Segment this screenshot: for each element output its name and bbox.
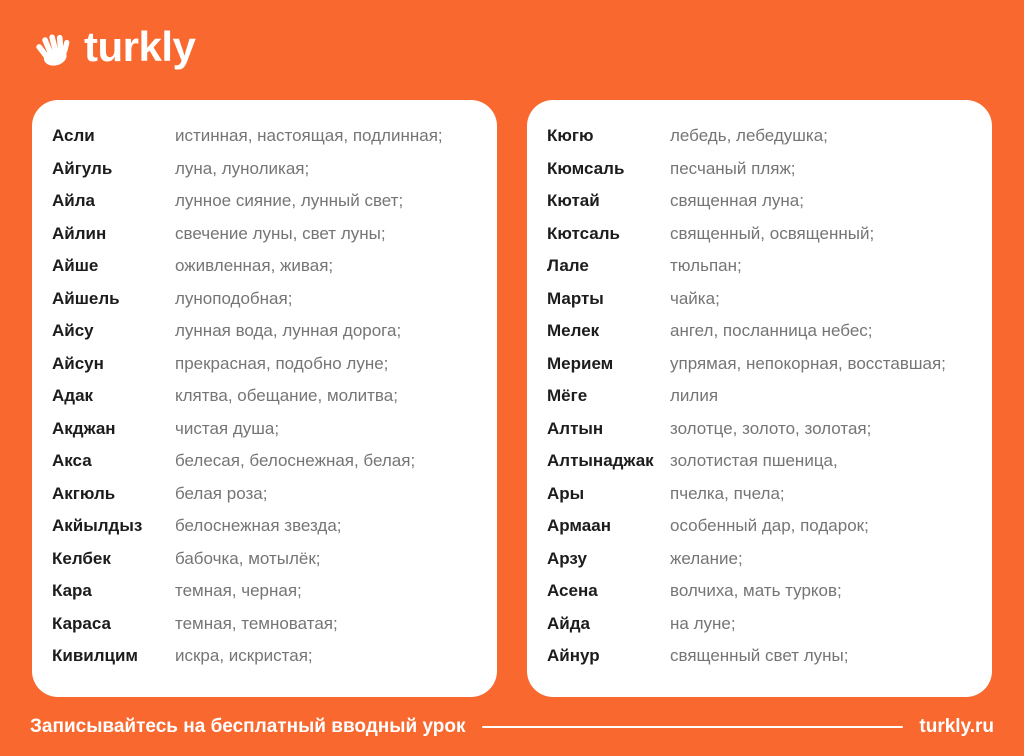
name-meaning: свечение луны, свет луны;: [175, 223, 386, 243]
name-meaning: чистая душа;: [175, 418, 280, 438]
name-row: [547, 321, 980, 354]
turkish-name: Айгуль: [52, 158, 113, 178]
turkish-name: Мелек: [547, 321, 600, 340]
name-meaning: бабочка, мотылёк;: [175, 548, 321, 568]
turkish-name: Лале: [547, 256, 589, 275]
waving-hand-icon: [32, 29, 74, 71]
name-row: [52, 126, 485, 159]
turkish-name: Марты: [547, 288, 604, 308]
names-card-right: [527, 100, 992, 697]
name-row: [547, 451, 980, 484]
footer-divider-line: [482, 726, 904, 728]
turkish-name: Арзу: [547, 548, 587, 568]
footer-cta-text: Записывайтесь на бесплатный вводный урок: [30, 715, 466, 737]
name-row: [52, 516, 485, 549]
name-meaning: золотистая пшеница,: [670, 451, 838, 470]
name-row: [547, 484, 980, 517]
name-meaning: искра, искристая;: [175, 646, 313, 665]
name-row: [547, 256, 980, 289]
turkish-name: Акса: [52, 451, 92, 470]
name-meaning: волчиха, мать турков;: [670, 581, 842, 600]
brand-name: turkly: [84, 23, 196, 70]
name-row: [52, 451, 485, 484]
name-meaning: желание;: [670, 548, 743, 568]
name-meaning: священная луна;: [670, 191, 804, 210]
turkish-name: Армаан: [547, 516, 611, 535]
turkish-name: Асена: [547, 581, 598, 600]
header: [0, 0, 1024, 100]
name-row: [52, 159, 485, 192]
name-row: [547, 191, 980, 224]
name-meaning: оживленная, живая;: [175, 256, 334, 275]
turkish-name: Алтынаджак: [547, 451, 654, 470]
turkish-name: Айшель: [52, 288, 120, 308]
name-meaning: пчелка, пчела;: [670, 483, 785, 503]
name-row: [52, 289, 485, 322]
name-meaning: упрямая, непокорная, восставшая;: [670, 353, 946, 373]
name-row: [52, 321, 485, 354]
turkish-name: Келбек: [52, 548, 111, 568]
name-row: [547, 581, 980, 614]
name-row: [547, 126, 980, 159]
name-meaning: тюльпан;: [670, 256, 742, 275]
name-row: [52, 581, 485, 614]
turkish-name: Мёге: [547, 386, 588, 405]
turkish-name: Алтын: [547, 418, 604, 438]
name-row: [52, 484, 485, 517]
name-row: [547, 614, 980, 647]
name-row: [52, 419, 485, 452]
name-meaning: прекрасная, подобно луне;: [175, 353, 389, 373]
turkish-name: Мерием: [547, 353, 614, 373]
turkish-name: Айла: [52, 191, 95, 210]
names-card-left: [32, 100, 497, 697]
turkish-name: Караса: [52, 613, 111, 633]
turkish-name: Кюгю: [547, 126, 594, 145]
turkish-name: Акгюль: [52, 483, 116, 503]
footer-site-url[interactable]: turkly.ru: [919, 715, 994, 737]
name-row: [547, 516, 980, 549]
name-meaning: ангел, посланница небес;: [670, 321, 873, 340]
turkish-name: Айсун: [52, 353, 104, 373]
name-row: [52, 191, 485, 224]
turkish-name: Айсу: [52, 321, 94, 340]
logo: [32, 23, 196, 74]
name-meaning: белесая, белоснежная, белая;: [175, 451, 416, 470]
turkish-name: Асли: [52, 126, 95, 145]
turkish-name: Кивилцим: [52, 646, 139, 665]
turkish-name: Кютай: [547, 191, 600, 210]
turkish-name: Кютсаль: [547, 223, 620, 243]
name-meaning: темная, черная;: [175, 581, 302, 600]
name-meaning: темная, темноватая;: [175, 613, 338, 633]
name-meaning: луна, луноликая;: [175, 158, 310, 178]
name-row: [52, 614, 485, 647]
name-row: [547, 354, 980, 387]
name-meaning: священный, освященный;: [670, 223, 875, 243]
name-row: [547, 386, 980, 419]
name-row: [547, 646, 980, 679]
name-meaning: лилия: [670, 386, 719, 405]
name-row: [52, 354, 485, 387]
name-row: [52, 646, 485, 679]
name-row: [52, 549, 485, 582]
name-row: [547, 289, 980, 322]
name-row: [547, 549, 980, 582]
name-meaning: клятва, обещание, молитва;: [175, 386, 398, 405]
turkish-name: Ары: [547, 483, 585, 503]
turkish-name: Кюмсаль: [547, 158, 625, 178]
name-meaning: чайка;: [670, 288, 720, 308]
name-meaning: истинная, настоящая, подлинная;: [175, 126, 443, 145]
name-meaning: золотце, золото, золотая;: [670, 418, 872, 438]
name-row: [52, 386, 485, 419]
turkish-name: Айнур: [547, 646, 600, 665]
name-lists: [0, 100, 1024, 697]
turkish-name: Акджан: [52, 418, 116, 438]
turkish-name: Айше: [52, 256, 99, 275]
turkish-name: Адак: [52, 386, 94, 405]
name-row: [547, 159, 980, 192]
name-meaning: песчаный пляж;: [670, 158, 796, 178]
turkish-name: Акйылдыз: [52, 516, 143, 535]
turkish-name: Кара: [52, 581, 92, 600]
turkish-name: Айда: [547, 613, 590, 633]
name-meaning: особенный дар, подарок;: [670, 516, 869, 535]
name-meaning: луноподобная;: [175, 288, 293, 308]
name-row: [547, 419, 980, 452]
name-meaning: священный свет луны;: [670, 646, 849, 665]
name-row: [52, 256, 485, 289]
name-meaning: белая роза;: [175, 483, 268, 503]
turkish-name: Айлин: [52, 223, 107, 243]
footer: [0, 697, 1024, 756]
name-meaning: лебедь, лебедушка;: [670, 126, 828, 145]
name-meaning: белоснежная звезда;: [175, 516, 342, 535]
name-meaning: лунное сияние, лунный свет;: [175, 191, 404, 210]
name-row: [547, 224, 980, 257]
name-meaning: лунная вода, лунная дорога;: [175, 321, 402, 340]
name-meaning: на луне;: [670, 613, 736, 633]
name-row: [52, 224, 485, 257]
